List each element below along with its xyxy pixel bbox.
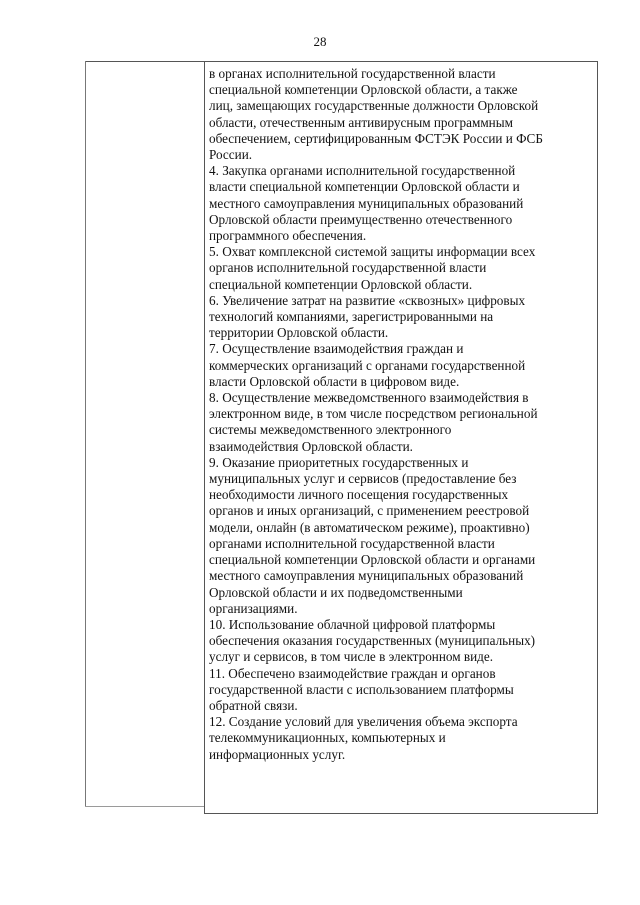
table-column-divider xyxy=(204,61,205,814)
text-line: специальной компетенции Орловской области, а также xyxy=(209,82,518,98)
text-line: муниципальных услуг и сервисов (предоставление без xyxy=(209,471,517,487)
text-line: органов исполнительной государственной власти xyxy=(209,260,487,276)
text-line: власти Орловской области в цифровом виде. xyxy=(209,373,460,389)
text-line: власти специальной компетенции Орловской области и xyxy=(209,179,520,195)
text-line: 8. Осуществление межведомственного взаимодействия в xyxy=(209,390,529,406)
text-line: обратной связи. xyxy=(209,697,298,713)
text-line: Орловской области преимущественно отечественного xyxy=(209,211,513,227)
text-line: технологий компаниями, зарегистрированными на xyxy=(209,309,494,325)
text-line: обеспечения оказания государственных (муниципальных) xyxy=(209,633,536,649)
text-line: услуг и сервисов, в том числе в электронном виде. xyxy=(209,649,494,665)
text-line: 10. Использование облачной цифровой платформы xyxy=(209,616,496,632)
table-top-border xyxy=(85,61,598,62)
text-line: Орловской области и их подведомственными xyxy=(209,584,463,600)
text-line: 11. Обеспечено взаимодействие граждан и органов xyxy=(209,665,496,681)
text-line: органов и иных организаций, с применением реестровой xyxy=(209,503,530,519)
text-line: территории Орловской области. xyxy=(209,325,389,341)
text-line: местного самоуправления муниципальных образований xyxy=(209,195,524,211)
text-line: программного обеспечения. xyxy=(209,228,367,244)
indicators-cell-text xyxy=(209,66,593,763)
text-line: 4. Закупка органами исполнительной государственной xyxy=(209,163,516,179)
text-line: обеспечением, сертифицированным ФСТЭК России и ФСБ xyxy=(209,130,543,146)
text-line: 5. Охват комплексной системой защиты информации всех xyxy=(209,244,536,260)
text-line: телекоммуникационных, компьютерных и xyxy=(209,730,446,746)
table-right-border xyxy=(597,61,598,814)
text-line: области, отечественным антивирусным программным xyxy=(209,114,513,130)
text-line: 6. Увеличение затрат на развитие «сквозных» цифровых xyxy=(209,292,526,308)
text-line: необходимости личного посещения государственных xyxy=(209,487,509,503)
text-line: электронном виде, в том числе посредством региональной xyxy=(209,406,538,422)
text-line: специальной компетенции Орловской области и органами xyxy=(209,552,536,568)
text-line: модели, онлайн (в автоматическом режиме), проактивно) xyxy=(209,519,530,535)
text-line: 12. Создание условий для увеличения объема экспорта xyxy=(209,714,518,730)
text-line: 7. Осуществление взаимодействия граждан и xyxy=(209,341,464,357)
text-line: России. xyxy=(209,147,253,163)
document-table xyxy=(85,61,598,814)
text-line: взаимодействия Орловской области. xyxy=(209,438,413,454)
text-line: специальной компетенции Орловской области. xyxy=(209,276,473,292)
text-line: государственной власти с использованием платформы xyxy=(209,681,514,697)
text-line: системы межведомственного электронного xyxy=(209,422,452,438)
table-left-border xyxy=(85,61,86,807)
page-number: 28 xyxy=(313,34,327,49)
table-bottom-border-right xyxy=(204,813,598,814)
table-bottom-border-left xyxy=(85,806,204,807)
text-line: лиц, замещающих государственные должности Орловской xyxy=(209,98,539,114)
text-line: местного самоуправления муниципальных образований xyxy=(209,568,524,584)
text-line: информационных услуг. xyxy=(209,746,346,762)
text-line: 9. Оказание приоритетных государственных и xyxy=(209,454,469,470)
text-line: коммерческих организаций с органами государственной xyxy=(209,357,526,373)
text-line: в органах исполнительной государственной власти xyxy=(209,66,496,81)
text-line: организациями. xyxy=(209,600,298,616)
text-line: органами исполнительной государственной власти xyxy=(209,535,495,551)
